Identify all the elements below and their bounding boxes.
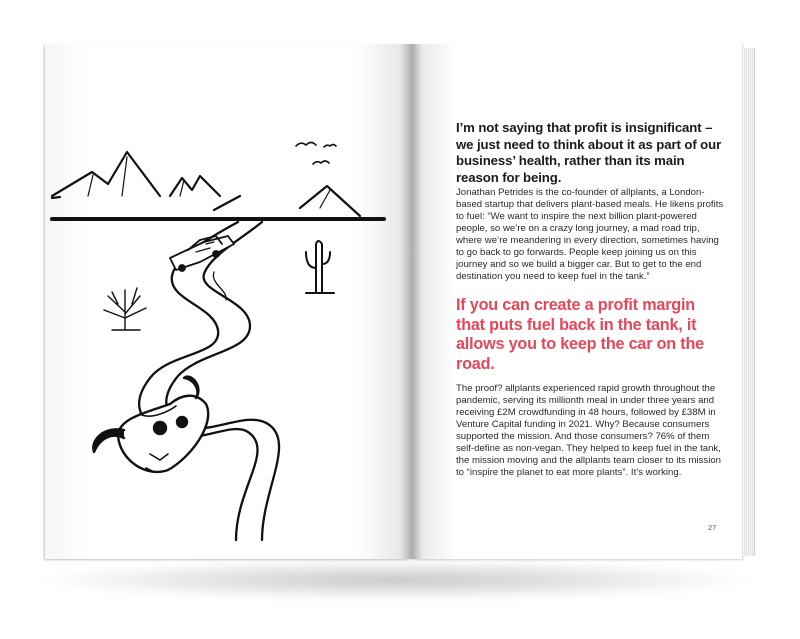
birds: [296, 143, 336, 165]
mountains: [52, 152, 360, 216]
bull-skull: [93, 377, 208, 472]
cactus: [306, 241, 334, 293]
section-heading: I’m not saying that profit is insignificant – we just need to think about it as part of our business’ health, rather than its main reason for being.: [456, 120, 722, 185]
pull-quote: If you can create a profit margin that puts fuel back in the tank, it allows you to keep the car on the road.: [456, 296, 704, 373]
winding-road: [139, 222, 279, 540]
body-paragraph-1: Jonathan Petrides is the co-founder of allplants, a London-based startup that delivers plant-based meals. He likens profits to fuel: “We want to inspire the next billion plant-powered people, so we’re on a crazy long journey, a mad road trip, where we’re meandering in every direction, sometimes having to go back to go forwards. People keep joining us on this journey and so we build a bigger car. But to get to the end destination you need to keep fuel in the tank.”: [456, 187, 724, 282]
bush: [104, 288, 146, 330]
car: [170, 236, 234, 271]
page-number: 27: [708, 523, 717, 532]
body-paragraph-2: The proof? allplants experienced rapid growth throughout the pandemic, serving its millionth meal in under three years and receiving £2M crowdfunding in 48 hours, followed by £38M in Venture Capital funding in 2021. Why? Because consumers supported the mission. And those consumers? 76% of them self-define as non-vegan. They helped to keep fuel in the tank, the mission moving and the allplants team closer to its mission to “inspire the planet to eat more plants”. It’s working.: [456, 383, 722, 478]
